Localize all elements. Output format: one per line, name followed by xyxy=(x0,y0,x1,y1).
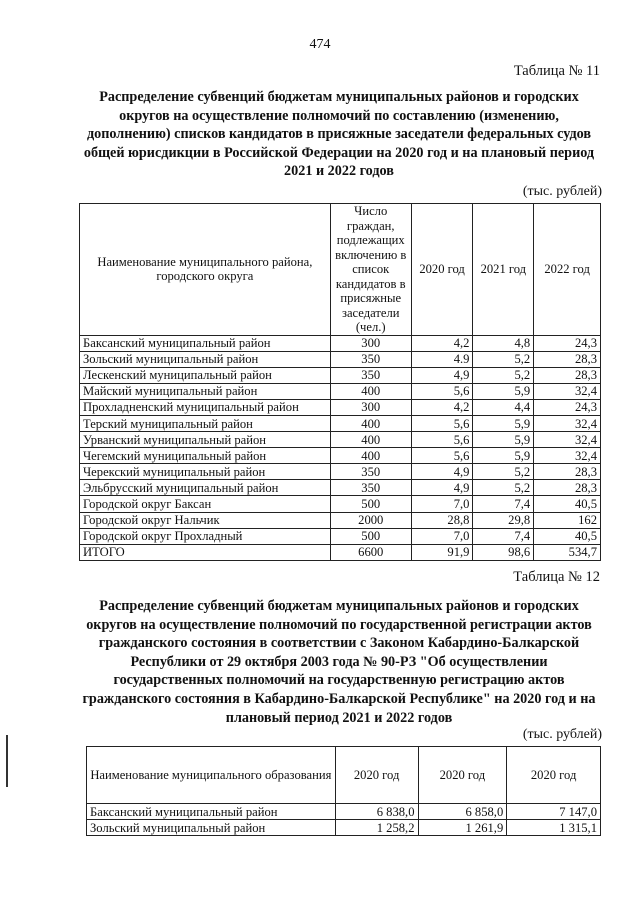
cell-2021: 5,2 xyxy=(473,367,534,383)
cell-2022: 28,3 xyxy=(534,351,601,367)
cell-name: Городской округ Баксан xyxy=(80,496,331,512)
cell-name: Баксанский муниципальный район xyxy=(80,335,331,351)
header-col-1: 2020 год xyxy=(335,747,418,804)
header-name: Наименование муниципального образования xyxy=(87,747,336,804)
table-11-label: Таблица № 11 xyxy=(513,63,600,79)
cell-2022: 32,4 xyxy=(534,448,601,464)
cell-count: 400 xyxy=(330,383,411,399)
table-row xyxy=(80,448,601,464)
cell-2020: 28,8 xyxy=(411,512,473,528)
table-row xyxy=(80,335,601,351)
cell-col-2: 1 261,9 xyxy=(418,820,507,836)
cell-name: ИТОГО xyxy=(80,544,331,560)
table-12 xyxy=(86,746,601,836)
cell-count: 350 xyxy=(330,351,411,367)
table-12-label: Таблица № 12 xyxy=(513,569,600,585)
cell-count: 400 xyxy=(330,415,411,431)
cell-2021: 5,2 xyxy=(473,464,534,480)
cell-2021: 5,2 xyxy=(473,480,534,496)
cell-2021: 5,9 xyxy=(473,448,534,464)
cell-count: 400 xyxy=(330,448,411,464)
cell-2022: 24,3 xyxy=(534,335,601,351)
cell-2021: 4,4 xyxy=(473,399,534,415)
cell-2022: 24,3 xyxy=(534,399,601,415)
cell-count: 6600 xyxy=(330,544,411,560)
cell-count: 300 xyxy=(330,399,411,415)
table-row xyxy=(80,480,601,496)
header-2020: 2020 год xyxy=(411,204,473,336)
table-row xyxy=(80,367,601,383)
page-number: 474 xyxy=(309,37,331,52)
header-2021: 2021 год xyxy=(473,204,534,336)
cell-2021: 4,8 xyxy=(473,335,534,351)
cell-2020: 4,2 xyxy=(411,399,473,415)
table-row xyxy=(87,804,601,820)
cell-2022: 40,5 xyxy=(534,496,601,512)
table-row xyxy=(80,351,601,367)
cell-name: Терский муниципальный район xyxy=(80,415,331,431)
cell-name: Чегемский муниципальный район xyxy=(80,448,331,464)
cell-name: Майский муниципальный район xyxy=(80,383,331,399)
cell-name: Лескенский муниципальный район xyxy=(80,367,331,383)
cell-2022: 28,3 xyxy=(534,464,601,480)
table-11-title: Распределение субвенций бюджетам муниципальных районов и городских округов на осуществление полномочий по составлению (изменению, дополнению) списков кандидатов в присяжные заседатели федеральных судов общей юрисдикции в Российской Федерации на 2020 год и на плановый период 2021 и 2022 годов xyxy=(83,89,595,180)
table-row xyxy=(80,432,601,448)
cell-2020: 5,6 xyxy=(411,415,473,431)
cell-2021: 5,2 xyxy=(473,351,534,367)
cell-count: 350 xyxy=(330,464,411,480)
header-name: Наименование муниципального района, городского округа xyxy=(80,204,331,336)
table-11 xyxy=(79,203,601,561)
cell-2022: 40,5 xyxy=(534,528,601,544)
cell-col-3: 7 147,0 xyxy=(507,804,601,820)
margin-scan-mark xyxy=(6,735,8,787)
header-col-3: 2020 год xyxy=(507,747,601,804)
cell-2021: 5,9 xyxy=(473,432,534,448)
table-row xyxy=(80,399,601,415)
table-12-body xyxy=(87,804,601,836)
cell-2020: 5,6 xyxy=(411,432,473,448)
cell-count: 400 xyxy=(330,432,411,448)
cell-2022: 162 xyxy=(534,512,601,528)
cell-2020: 91,9 xyxy=(411,544,473,560)
cell-2020: 4,9 xyxy=(411,367,473,383)
cell-2022: 32,4 xyxy=(534,432,601,448)
cell-name: Городской округ Нальчик xyxy=(80,512,331,528)
cell-name: Городской округ Прохладный xyxy=(80,528,331,544)
cell-col-2: 6 858,0 xyxy=(418,804,507,820)
table-row xyxy=(80,383,601,399)
cell-2021: 5,9 xyxy=(473,415,534,431)
cell-count: 300 xyxy=(330,335,411,351)
cell-count: 500 xyxy=(330,496,411,512)
cell-2020: 5,6 xyxy=(411,448,473,464)
cell-2022: 32,4 xyxy=(534,383,601,399)
header-count: Число граждан, подлежащих включению в список кандидатов в присяжные заседатели (чел.) xyxy=(330,204,411,336)
cell-name: Зольский муниципальный район xyxy=(87,820,336,836)
table-11-body xyxy=(80,335,601,560)
cell-2020: 4,2 xyxy=(411,335,473,351)
cell-2022: 534,7 xyxy=(534,544,601,560)
table-row xyxy=(80,415,601,431)
table-row xyxy=(80,544,601,560)
table-row xyxy=(80,512,601,528)
table-row xyxy=(80,496,601,512)
table-12-title: Распределение субвенций бюджетам муниципальных районов и городских округов на осуществление полномочий по государственной регистрации актов гражданского состояния в соответствии с Законом Кабардино-Балкарской Республики от 29 октября 2003 года № 90-РЗ "Об осуществлении государственных полномочий на государственную регистрацию актов гражданского состояния в Кабардино-Балкарской Республике" на 2020 год и на плановый период 2021 и 2022 годов xyxy=(82,598,596,726)
table-12-units: (тыс. рублей) xyxy=(522,727,602,742)
table-row xyxy=(80,464,601,480)
header-col-2: 2020 год xyxy=(418,747,507,804)
cell-2020: 4,9 xyxy=(411,464,473,480)
cell-2021: 29,8 xyxy=(473,512,534,528)
cell-2022: 28,3 xyxy=(534,367,601,383)
cell-2020: 7,0 xyxy=(411,496,473,512)
header-2022: 2022 год xyxy=(534,204,601,336)
cell-2020: 7,0 xyxy=(411,528,473,544)
cell-name: Баксанский муниципальный район xyxy=(87,804,336,820)
cell-count: 350 xyxy=(330,367,411,383)
cell-2021: 98,6 xyxy=(473,544,534,560)
cell-name: Черекский муниципальный район xyxy=(80,464,331,480)
table-row xyxy=(80,528,601,544)
cell-2020: 4,9 xyxy=(411,480,473,496)
table-11-units: (тыс. рублей) xyxy=(522,184,602,199)
cell-count: 2000 xyxy=(330,512,411,528)
cell-2021: 7,4 xyxy=(473,528,534,544)
table-row xyxy=(87,820,601,836)
cell-2022: 32,4 xyxy=(534,415,601,431)
cell-name: Прохладненский муниципальный район xyxy=(80,399,331,415)
cell-name: Эльбрусский муниципальный район xyxy=(80,480,331,496)
cell-count: 350 xyxy=(330,480,411,496)
cell-name: Зольский муниципальный район xyxy=(80,351,331,367)
cell-col-1: 1 258,2 xyxy=(335,820,418,836)
cell-col-1: 6 838,0 xyxy=(335,804,418,820)
cell-2020: 4.9 xyxy=(411,351,473,367)
cell-2021: 5,9 xyxy=(473,383,534,399)
cell-2020: 5,6 xyxy=(411,383,473,399)
cell-col-3: 1 315,1 xyxy=(507,820,601,836)
cell-count: 500 xyxy=(330,528,411,544)
cell-2021: 7,4 xyxy=(473,496,534,512)
cell-name: Урванский муниципальный район xyxy=(80,432,331,448)
cell-2022: 28,3 xyxy=(534,480,601,496)
